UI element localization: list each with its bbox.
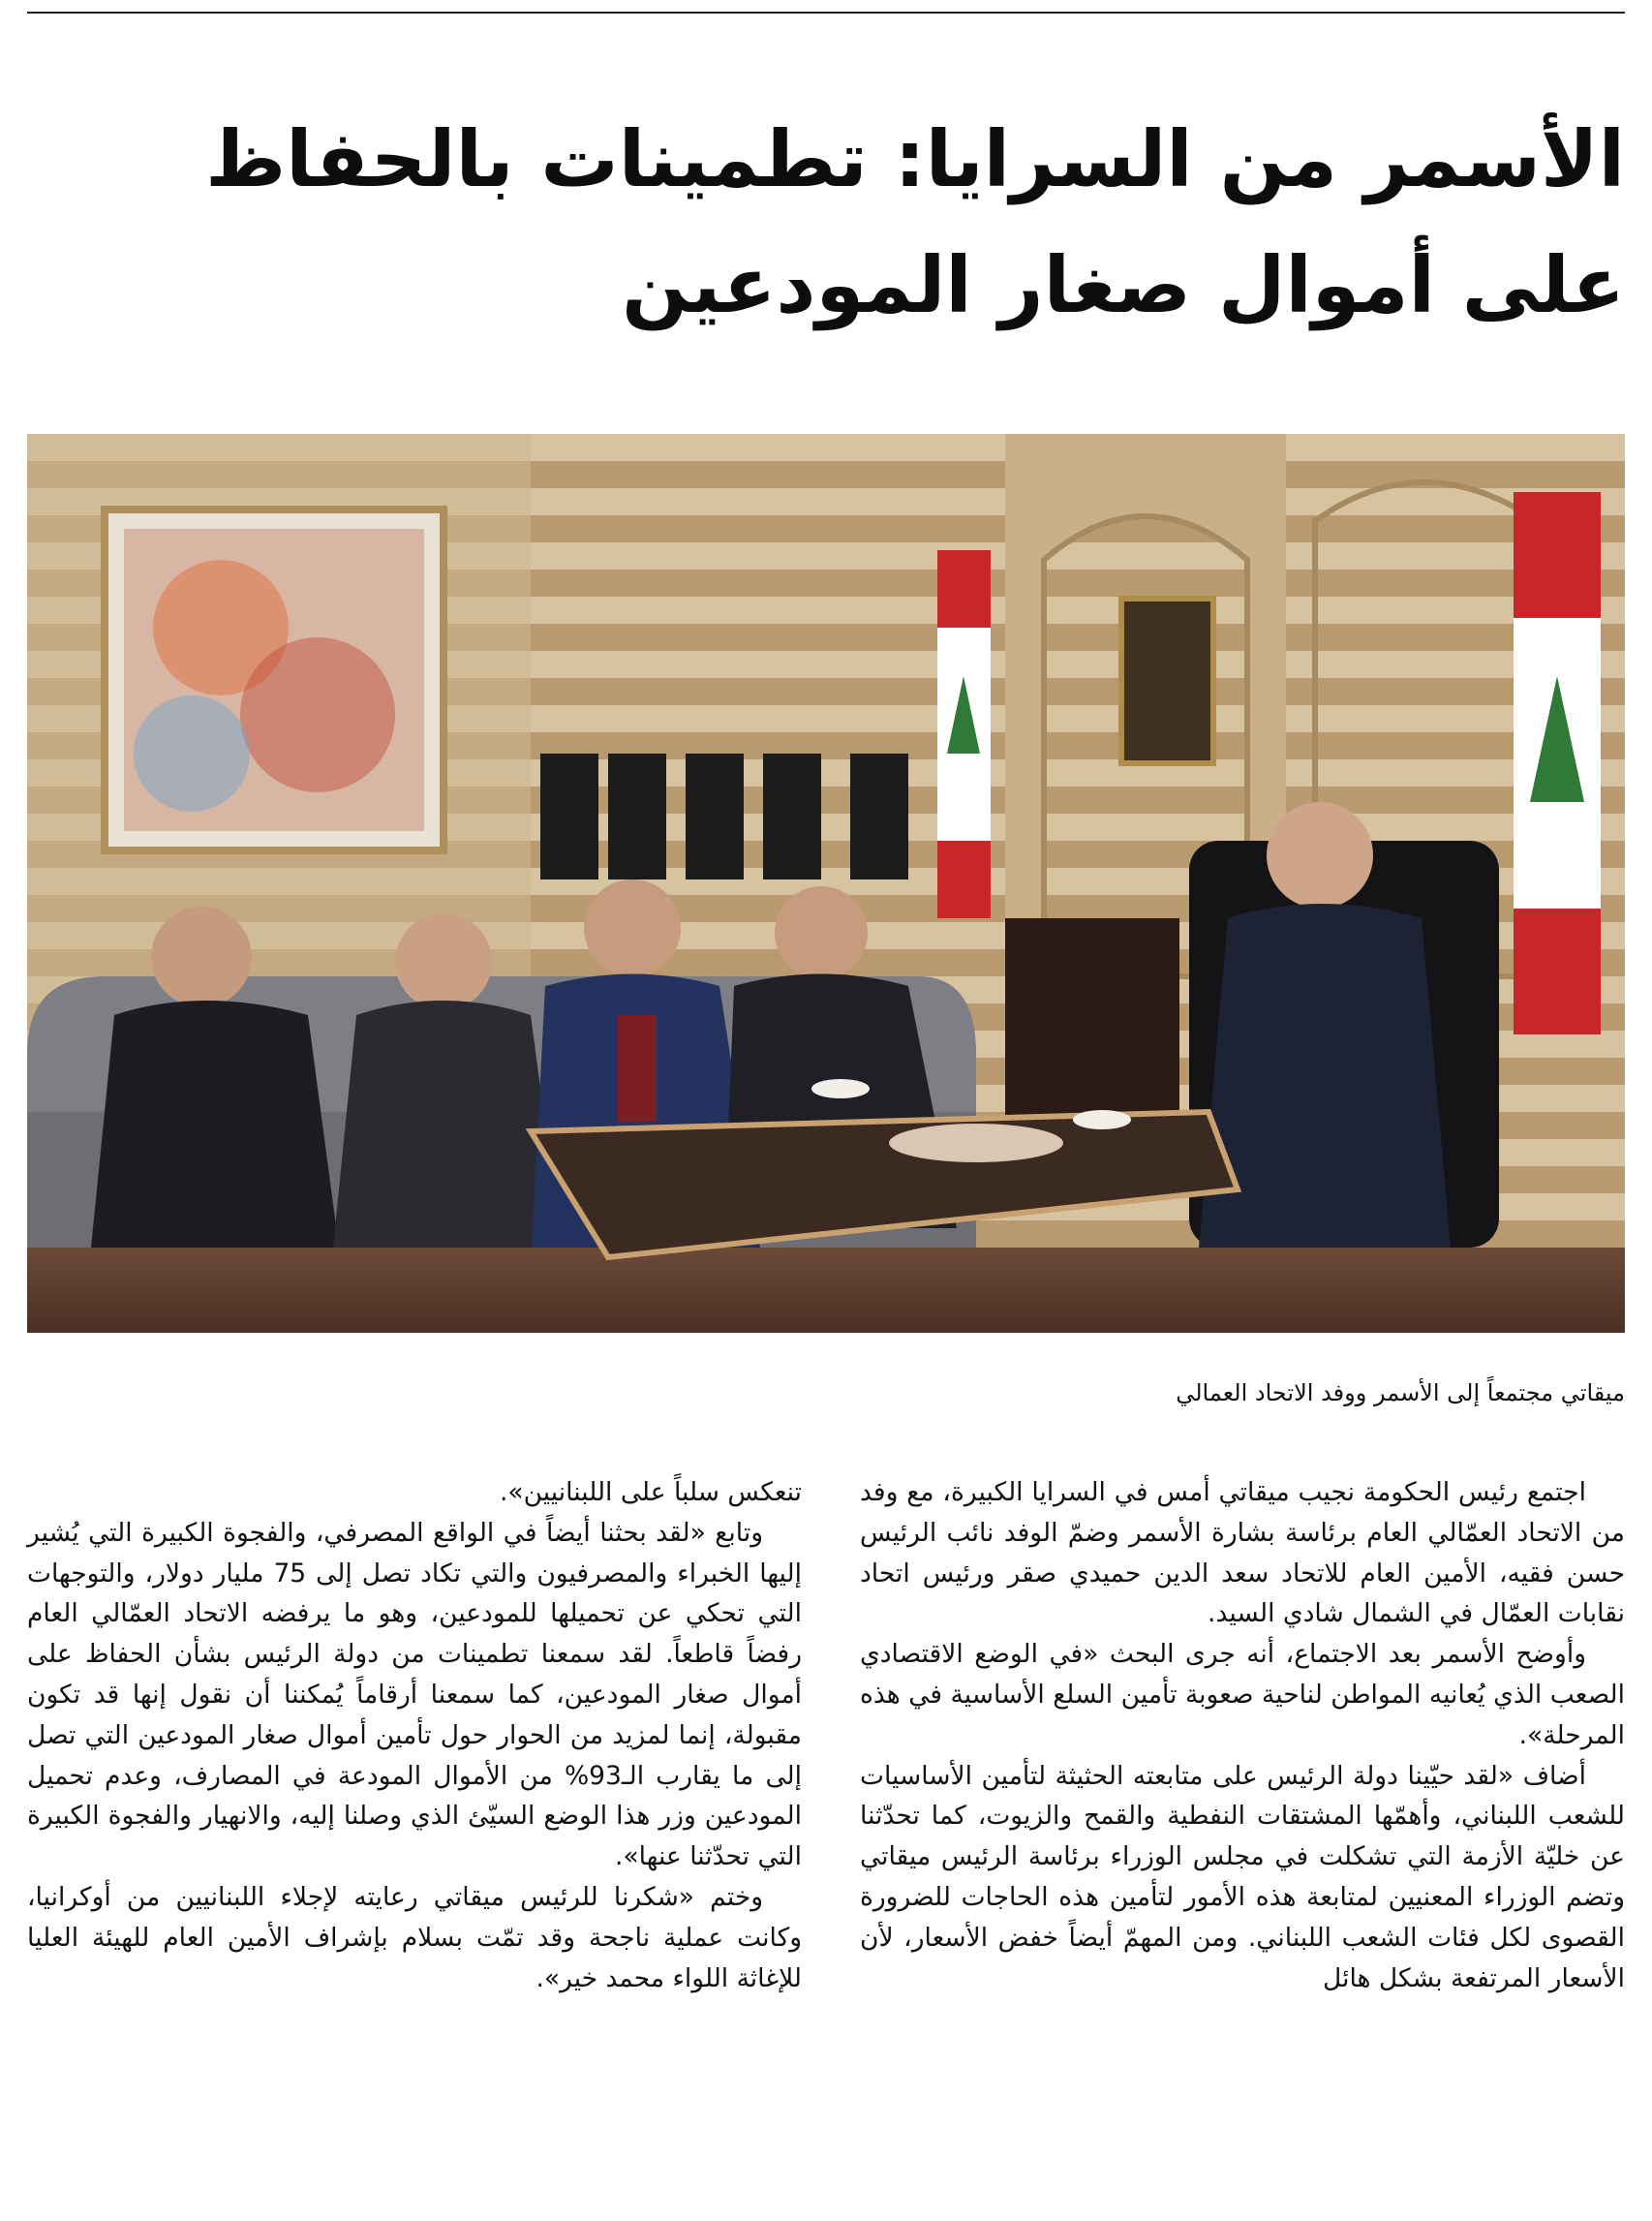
headline: [27, 97, 1625, 349]
paragraph: وأوضح الأسمر بعد الاجتماع، أنه جرى البحث «في الوضع الاقتصادي الصعب الذي يُعانيه المواطن لناحية صعوبة تأمين السلع الأساسية في هذه المرحلة».: [860, 1639, 1625, 1750]
paragraph: وتابع «لقد بحثنا أيضاً في الواقع المصرفي، والفجوة الكبيرة التي يُشير إليها الخبراء والمصرفيون والتي تكاد تصل إلى 75 مليار دولار، والتوجهات التي تحكي عن تحميلها للمودعين، وهو ما يرفضه الاتحاد العمّالي العام رفضاً قاطعاً. لقد سمعنا تطمينات من دولة الرئيس بشأن الحفاظ على أموال صغار المودعين، كما سمعنا أرقاماً يُمكننا أن نقول إنها قد تكون مقبولة، إنما لمزيد من الحوار حول تأمين أموال صغار المودعين التي تصل إلى ما يقارب الـ93% من الأموال المودعة في المصارف، وعدم تحميل المودعين وزر هذا الوضع السيّئ الذي وصلنا إليه، والانهيار والفجوة الكبيرة التي تحدّثنا عنها».: [27, 1517, 802, 1872]
meeting-photo: [27, 434, 1625, 1333]
paragraph: اجتمع رئيس الحكومة نجيب ميقاتي أمس في السرايا الكبيرة، مع وفد من الاتحاد العمّالي العام برئاسة بشارة الأسمر وضمّ الوفد نائب الرئيس حسن فقيه، الأمين العام للاتحاد سعد الدين حميدي صقر ورئيس اتحاد نقابات العمّال في الشمال شادي السيد.: [860, 1477, 1625, 1629]
article-column-left: [27, 1472, 802, 1998]
paragraph: وختم «شكرنا للرئيس ميقاتي رعايته لإجلاء اللبنانيين من أوكرانيا، وكانت عملية ناجحة وقد تمّت بسلام بإشراف الأمين العام للهيئة العليا للإغاثة اللواء محمد خير».: [27, 1881, 802, 1993]
paragraph: أضاف «لقد حيّينا دولة الرئيس على متابعته الحثيثة لتأمين الأساسيات للشعب اللبناني، وأهمّها المشتقات النفطية والقمح والزيوت، كما تحدّثنا عن خليّة الأزمة التي تشكلت في مجلس الوزراء برئاسة الرئيس ميقاتي وتضم الوزراء المعنيين لمتابعة هذه الأمور لتأمين هذه الحاجات للضرورة القصوى لكل فئات الشعب اللبناني. ومن المهمّ أيضاً خفض الأسعار، لأن الأسعار المرتفعة بشكل هائل: [860, 1760, 1625, 1993]
headline-line-2: على أموال صغار المودعين: [622, 240, 1625, 330]
photo-caption: ميقاتي مجتمعاً إلى الأسمر ووفد الاتحاد العمالي: [1176, 1379, 1625, 1406]
article-column-right: [860, 1472, 1625, 1998]
headline-line-1: الأسمر من السرايا: تطمينات بالحفاظ: [205, 114, 1625, 204]
top-rule: [27, 12, 1625, 14]
paragraph-continuation: تنعكس سلباً على اللبنانيين».: [499, 1477, 802, 1507]
